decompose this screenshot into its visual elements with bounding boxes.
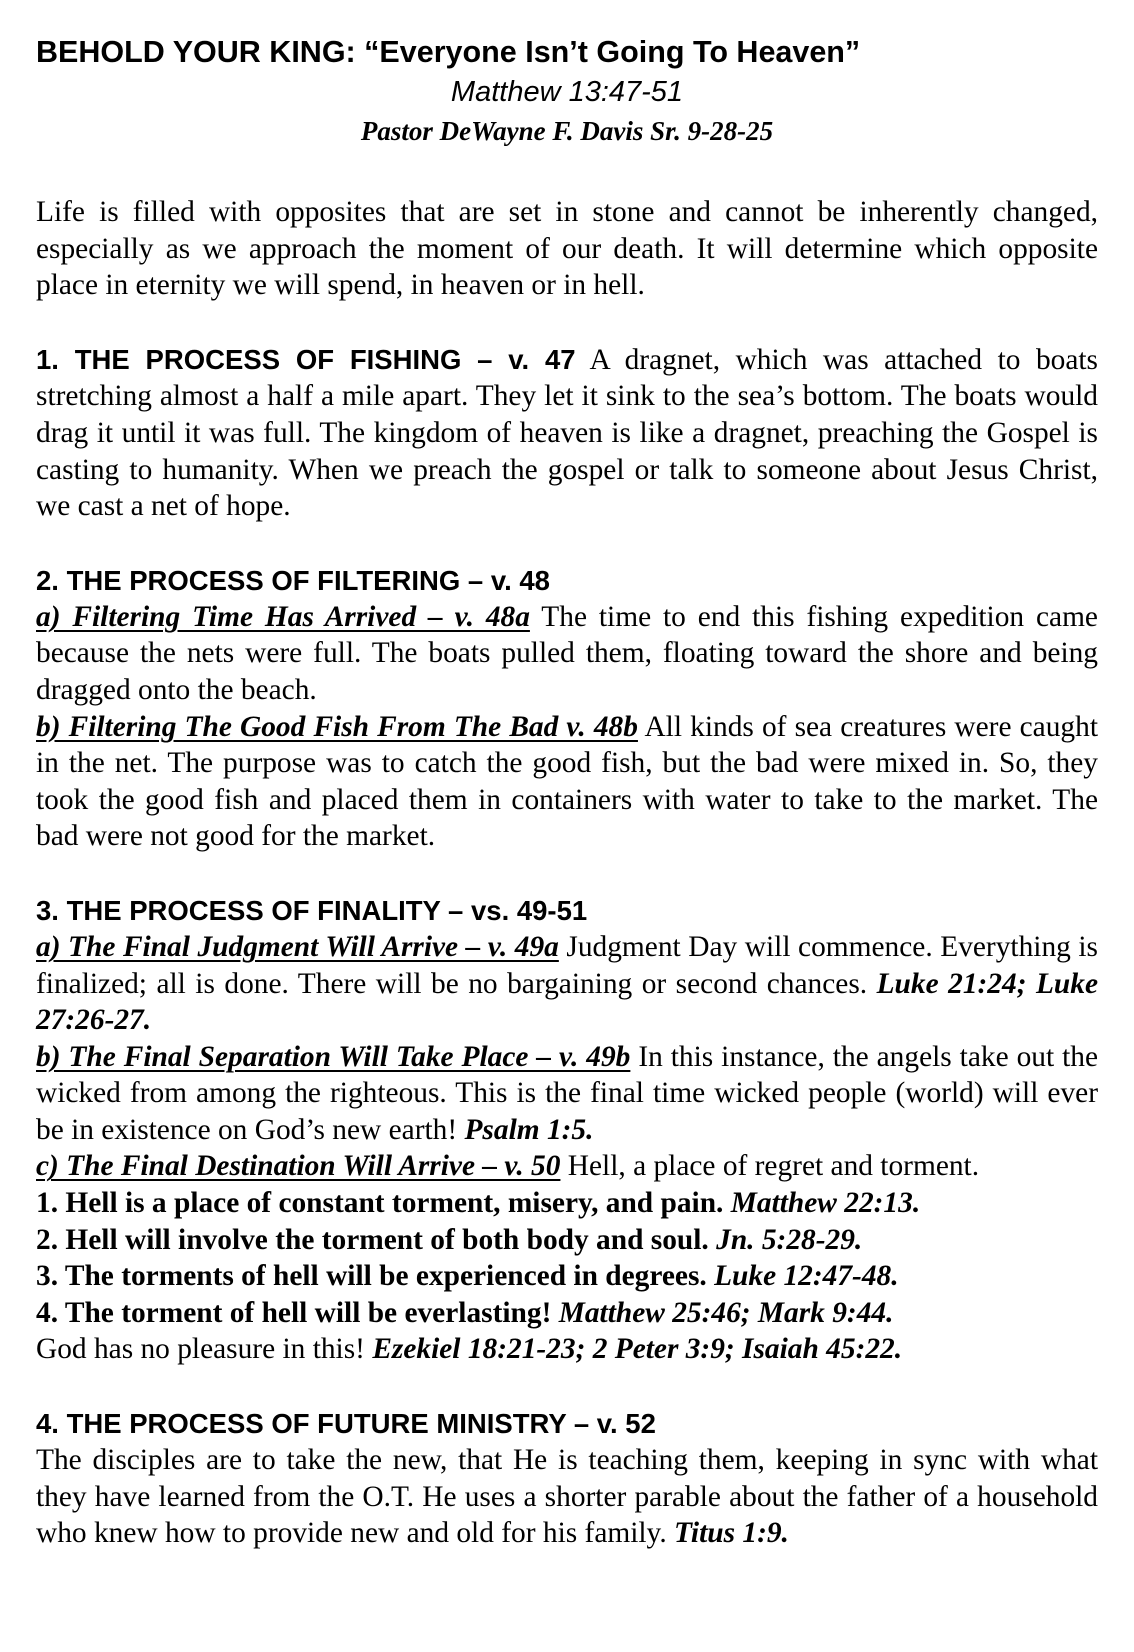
future-ministry-ref: Titus 1:9. (674, 1517, 789, 1550)
section-future-ministry-heading: 4. THE PROCESS OF FUTURE MINISTRY – v. 52 (36, 1408, 656, 1440)
finality-closing-ref: Ezekiel 18:21-23; 2 Peter 3:9; Isaiah 45:22. (372, 1333, 903, 1366)
section-future-ministry (36, 1406, 1098, 1552)
filtering-point-a-text: The time to end this fishing expedition came because the nets were full. The boats pulled them, floating toward the shore and being dragged onto the beach. (36, 600, 1098, 706)
finality-point-b-label: b) The Final Separation Will Take Place – v. 49b (36, 1040, 631, 1073)
section-fishing-heading: 1. THE PROCESS OF FISHING – v. 47 (36, 343, 576, 375)
finality-point-b-ref: Psalm 1:5. (464, 1113, 594, 1146)
hell-point-4-text: 4. The torment of hell will be everlasting! (36, 1296, 559, 1329)
hell-point-2-text: 2. Hell will involve the torment of both body and soul. (36, 1223, 717, 1256)
section-finality-heading: 3. THE PROCESS OF FINALITY – vs. 49-51 (36, 894, 588, 926)
scripture-reference: Matthew 13:47-51 (450, 76, 684, 108)
filtering-point-b (36, 709, 1098, 855)
pastor-line: Pastor DeWayne F. Davis Sr. 9-28-25 (360, 116, 774, 146)
finality-point-c-label: c) The Final Destination Will Arrive – v. 50 (36, 1150, 561, 1183)
hell-point-3 (36, 1258, 1098, 1295)
section-fishing-text: A dragnet, which was attached to boats stretching almost a half a mile apart. They let it sink to the sea’s bottom. The boats would drag it until it was full. The kingdom of heaven is like a dragnet, preaching the Gospel is casting to humanity. When we preach the gospel or talk to someone about Jesus Christ, we cast a net of hope. (36, 343, 1098, 523)
finality-point-a-ref: Luke 21:24; Luke 27:26-27. (36, 967, 1098, 1037)
finality-point-c (36, 1148, 1098, 1185)
section-filtering (36, 563, 1098, 855)
finality-point-b (36, 1039, 1098, 1149)
hell-point-2-ref: Jn. 5:28-29. (716, 1223, 863, 1256)
hell-point-2 (36, 1222, 1098, 1259)
finality-point-a-label: a) The Final Judgment Will Arrive – v. 49a (36, 930, 559, 963)
future-ministry-text: The disciples are to take the new, that He is teaching them, keeping in sync with what they have learned from the O.T. He uses a shorter parable about the father of a household who knew how to provide new and old for his family. (36, 1444, 1098, 1550)
sermon-title: BEHOLD YOUR KING: “Everyone Isn’t Going To Heaven” (36, 35, 861, 69)
hell-point-3-ref: Luke 12:47-48. (714, 1260, 899, 1293)
hell-point-1 (36, 1185, 1098, 1222)
finality-closing-text: God has no pleasure in this! (36, 1333, 373, 1366)
filtering-point-b-text: All kinds of sea creatures were caught in the net. The purpose was to catch the good fish, but the bad were mixed in. So, they took the good fish and placed them in containers with water to take to the market. The bad were not good for the market. (36, 710, 1098, 853)
section-fishing (36, 342, 1098, 525)
filtering-point-a-label: a) Filtering Time Has Arrived – v. 48a (36, 600, 530, 633)
finality-point-a (36, 929, 1098, 1039)
future-ministry-paragraph (36, 1442, 1098, 1552)
filtering-point-a (36, 599, 1098, 709)
finality-closing (36, 1331, 1098, 1368)
hell-point-3-text: 3. The torments of hell will be experienced in degrees. (36, 1260, 715, 1293)
finality-point-a-text: Judgment Day will commence. Everything is finalized; all is done. There will be no bargaining or second chances. (36, 930, 1098, 1000)
filtering-point-b-label: b) Filtering The Good Fish From The Bad v. 48b (36, 710, 638, 743)
intro-paragraph: Life is filled with opposites that are set in stone and cannot be inherently changed, especially as we approach the moment of our death. It will determine which opposite place in eternity we will spend, in heaven or in hell. (36, 196, 1098, 302)
hell-point-1-text: 1. Hell is a place of constant torment, misery, and pain. (36, 1187, 731, 1220)
section-filtering-heading: 2. THE PROCESS OF FILTERING – v. 48 (36, 564, 550, 596)
finality-point-c-text: Hell, a place of regret and torment. (560, 1150, 980, 1183)
section-finality (36, 893, 1098, 1368)
hell-point-1-ref: Matthew 22:13. (730, 1187, 921, 1220)
hell-point-4-ref: Matthew 25:46; Mark 9:44. (558, 1296, 894, 1329)
hell-point-4 (36, 1295, 1098, 1332)
finality-point-b-text: In this instance, the angels take out the wicked from among the righteous. This is the final time wicked people (world) will ever be in existence on God’s new earth! (36, 1040, 1099, 1146)
